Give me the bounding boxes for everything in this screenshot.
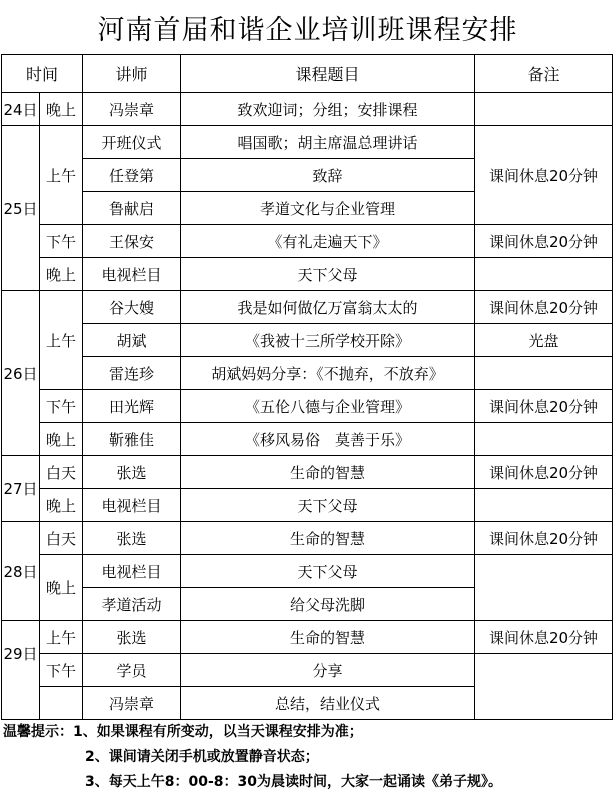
header-teacher: 讲师 [83,55,181,93]
note-cell: 课间休息20分钟 [475,621,613,654]
note-cell: 课间休息20分钟 [475,390,613,423]
table-row [2,126,613,159]
teacher-cell: 电视栏目 [83,555,181,588]
tip-line-3: 3、每天上午8：00-8：30为晨读时间，大家一起诵读《弟子规》。 [85,774,502,790]
topic-cell: 天下父母 [181,489,475,522]
topic-cell: 天下父母 [181,555,475,588]
table-row [2,324,613,357]
topic-cell: 生命的智慧 [181,522,475,555]
table-row [2,225,613,258]
table-row [2,423,613,456]
teacher-cell: 孝道活动 [83,588,181,621]
teacher-cell: 田光辉 [83,390,181,423]
note-cell [475,555,613,621]
topic-cell: 《五伦八德与企业管理》 [181,390,475,423]
teacher-cell: 冯崇章 [83,687,181,720]
note-cell: 课间休息20分钟 [475,225,613,258]
teacher-cell: 张选 [83,621,181,654]
table-row [2,654,613,687]
page-title: 河南首届和谐企业培训班课程安排 [97,14,518,46]
period-cell: 晚上 [40,555,83,621]
table-row [2,489,613,522]
table-row [2,621,613,654]
topic-cell: 生命的智慧 [181,621,475,654]
note-cell: 课间休息20分钟 [475,291,613,324]
teacher-cell: 学员 [83,654,181,687]
note-cell [475,489,613,522]
topic-cell: 《移风易俗 莫善于乐》 [181,423,475,456]
note-cell [475,654,613,720]
tip-line-1: 温馨提示：1、如果课程有所变动，以当天课程安排为准； [3,724,363,740]
day-cell: 29日 [2,621,40,687]
schedule-table [1,54,613,720]
period-cell: 白天 [40,522,83,555]
day-cell: 24日 [2,93,40,126]
topic-cell: 天下父母 [181,258,475,291]
table-header-row [2,55,613,93]
teacher-cell: 任登第 [83,159,181,192]
tips-section [0,720,615,795]
topic-cell: 《我被十三所学校开除》 [181,324,475,357]
topic-cell: 孝道文化与企业管理 [181,192,475,225]
day-cell: 27日 [2,456,40,522]
teacher-cell: 雷连珍 [83,357,181,390]
teacher-cell: 电视栏目 [83,489,181,522]
topic-cell: 总结，结业仪式 [181,687,475,720]
note-cell [475,423,613,456]
period-cell: 上午 [40,621,83,654]
table-row [2,555,613,588]
table-row [2,522,613,555]
topic-cell: 分享 [181,654,475,687]
period-cell [40,687,83,720]
teacher-cell: 张选 [83,522,181,555]
tip-line-2: 2、课间请关闭手机或放置静音状态； [85,749,319,765]
period-cell: 晚上 [40,423,83,456]
note-cell [475,357,613,390]
teacher-cell: 鲁献启 [83,192,181,225]
period-cell: 下午 [40,654,83,687]
period-cell: 上午 [40,291,83,390]
topic-cell: 生命的智慧 [181,456,475,489]
note-cell [475,93,613,126]
table-row [2,456,613,489]
topic-cell: 致欢迎词；分组；安排课程 [181,93,475,126]
teacher-cell: 谷大嫂 [83,291,181,324]
teacher-cell: 电视栏目 [83,258,181,291]
period-cell: 上午 [40,126,83,225]
day-cell: 28日 [2,522,40,621]
header-note: 备注 [475,55,613,93]
topic-cell: 《有礼走遍天下》 [181,225,475,258]
note-cell [475,258,613,291]
topic-cell: 我是如何做亿万富翁太太的 [181,291,475,324]
topic-cell: 给父母洗脚 [181,588,475,621]
teacher-cell: 王保安 [83,225,181,258]
teacher-cell: 胡斌 [83,324,181,357]
note-cell: 课间休息20分钟 [475,456,613,489]
table-row [2,93,613,126]
table-row [2,258,613,291]
period-cell: 晚上 [40,258,83,291]
teacher-cell: 张选 [83,456,181,489]
topic-cell: 唱国歌；胡主席温总理讲话 [181,126,475,159]
table-row [2,291,613,324]
period-cell: 晚上 [40,93,83,126]
table-row [2,390,613,423]
period-cell: 下午 [40,390,83,423]
day-cell: 26日 [2,291,40,456]
table-row [2,357,613,390]
day-cell [2,687,40,720]
note-cell: 光盘 [475,324,613,357]
period-cell: 晚上 [40,489,83,522]
topic-cell: 胡斌妈妈分享：《不抛弃，不放弃》 [181,357,475,390]
teacher-cell: 冯崇章 [83,93,181,126]
period-cell: 白天 [40,456,83,489]
note-cell: 课间休息20分钟 [475,522,613,555]
note-cell: 课间休息20分钟 [475,126,613,225]
teacher-cell: 靳雅佳 [83,423,181,456]
period-cell: 下午 [40,225,83,258]
day-cell: 25日 [2,126,40,291]
teacher-cell: 开班仪式 [83,126,181,159]
header-time: 时间 [2,55,83,93]
topic-cell: 致辞 [181,159,475,192]
header-topic: 课程题目 [181,55,475,93]
